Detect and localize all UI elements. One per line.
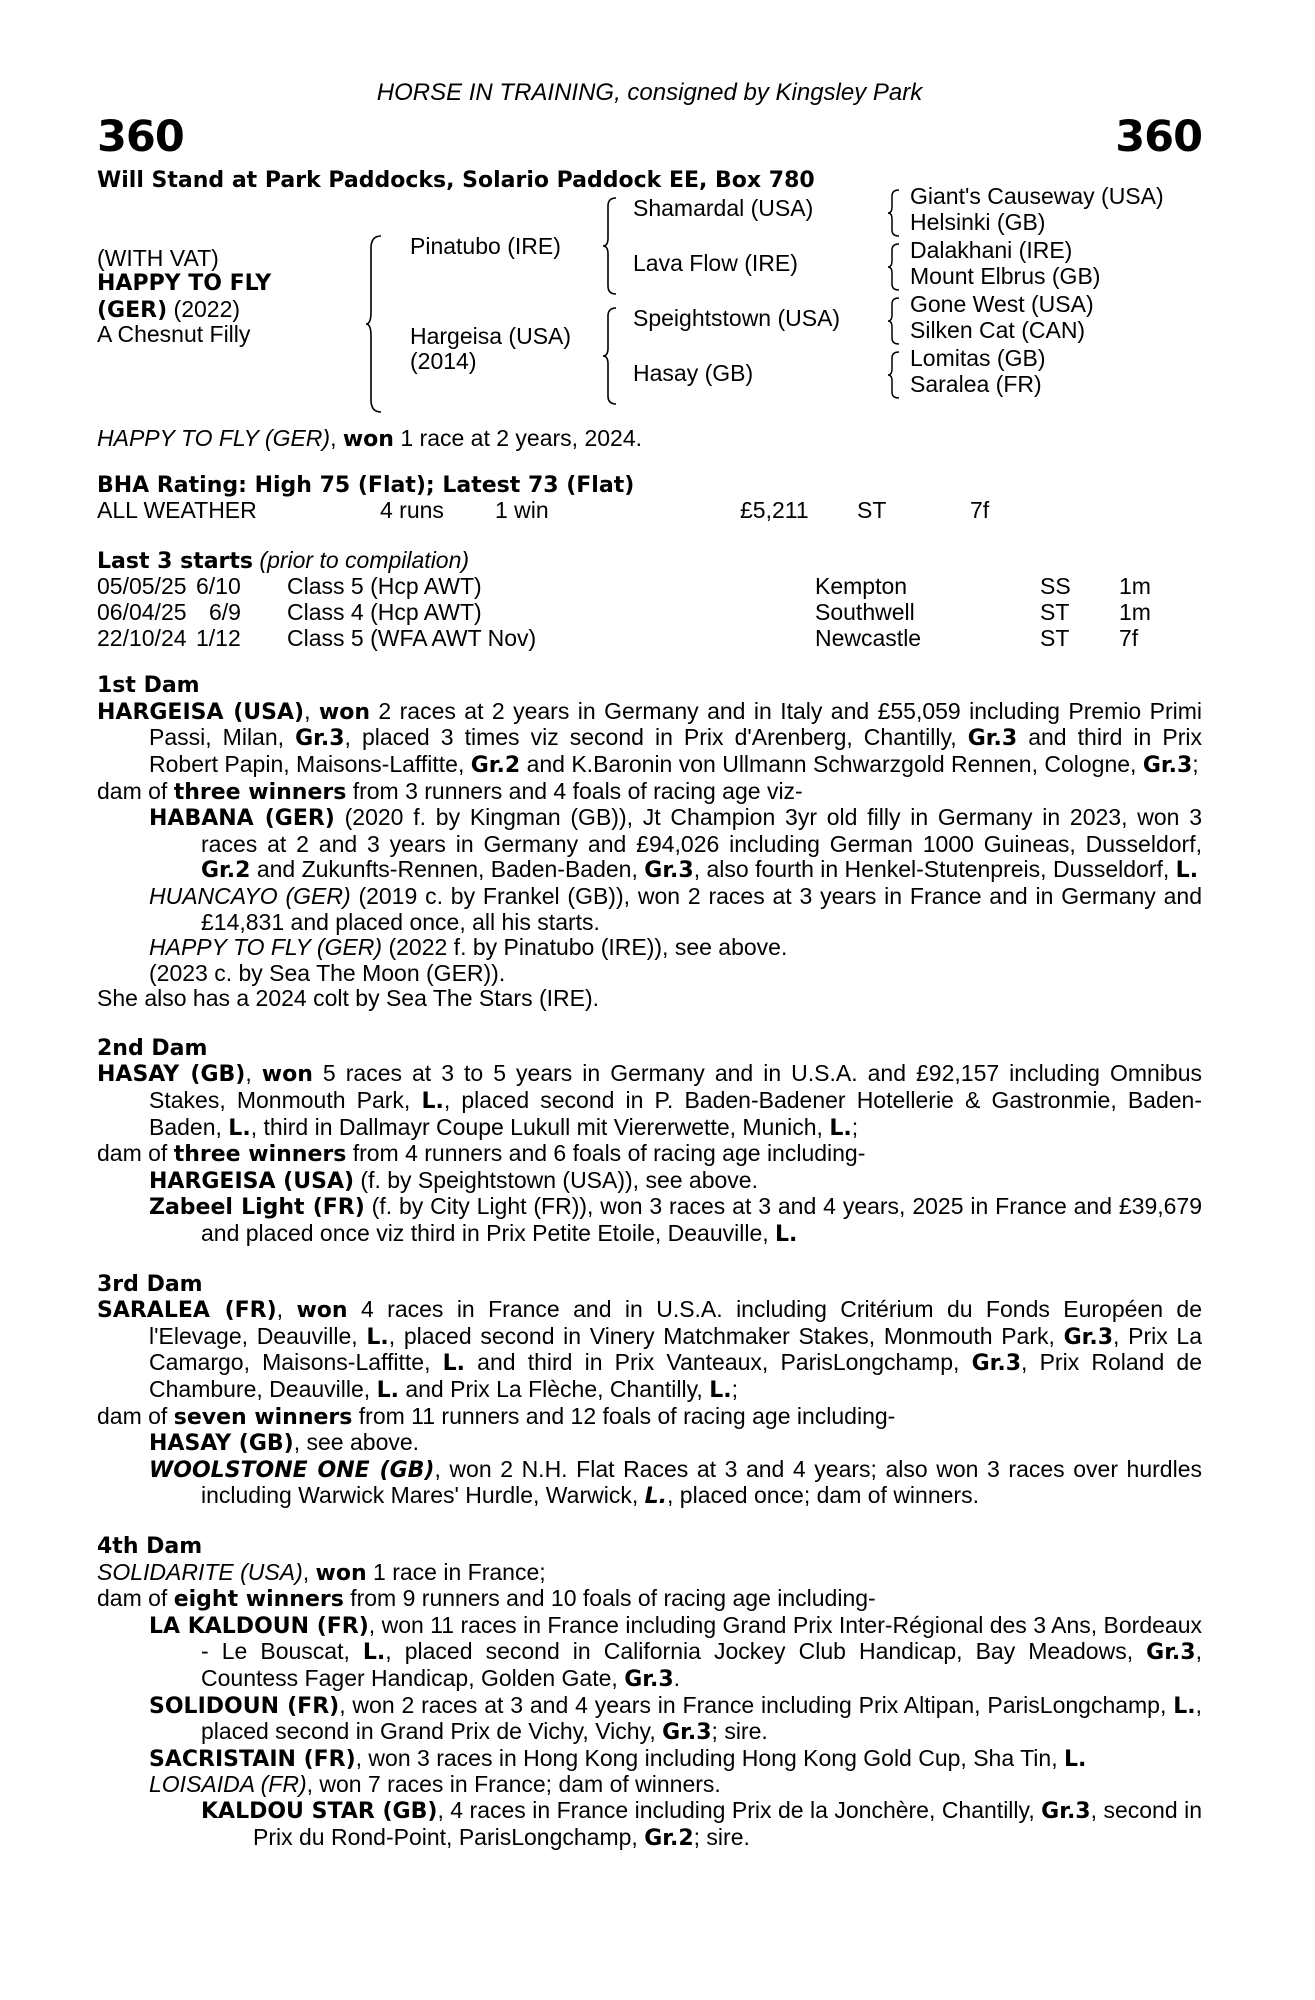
dam-year: (2014) <box>410 348 477 374</box>
text-run: SS <box>1040 573 1071 600</box>
page-header: HORSE IN TRAINING, consigned by Kingsley Park <box>376 79 923 106</box>
sire-sire: Shamardal (USA) <box>633 195 814 221</box>
sire-dam: Lava Flow (IRE) <box>633 250 798 276</box>
produce-happy-to-fly <box>149 935 1202 961</box>
text-run: , won 7 races in France; dam of winners. <box>306 1771 721 1798</box>
start-row <box>97 600 1202 626</box>
text-run: HASAY (GB) <box>97 1062 246 1088</box>
text-run: 6/10 <box>196 573 241 600</box>
text-run: 4 runs <box>380 497 444 524</box>
text-run: , placed second in Vinery Matchmaker Stakes, Monmouth Park, <box>388 1322 1064 1349</box>
text-run: from 9 runners and 10 foals of racing age including- <box>343 1585 876 1612</box>
text-run: from 11 runners and 12 foals of racing age including- <box>352 1402 896 1429</box>
dam-name: Hargeisa (USA) <box>410 323 572 349</box>
lot-number-right: 360 <box>1115 112 1202 162</box>
text-run: 1/12 <box>196 624 241 651</box>
text-run: SARALEA (FR) <box>97 1298 277 1324</box>
text-run: 4 races in France and in U.S.A. including Critérium du Fonds Européen de l'Elevage, Deauville, <box>149 1296 1203 1349</box>
text-run: L. <box>709 1378 732 1403</box>
produce-hargeisa <box>149 1168 1202 1195</box>
text-run: , Prix Roland de Chambure, Deauville, <box>149 1349 1202 1402</box>
produce-la-kaldoun <box>149 1613 1202 1693</box>
text-run: L. <box>421 1089 444 1115</box>
text-run: HABANA (GER) <box>149 806 335 832</box>
text-run: , <box>302 1558 316 1585</box>
text-run: and third in Prix Robert Papin, Maisons-Laffitte, <box>149 724 1202 777</box>
text-run: Last 3 starts <box>97 548 254 574</box>
gg-8: Saralea (FR) <box>910 371 1042 397</box>
text-run: HARGEISA (USA) <box>149 1168 355 1194</box>
third-dam-produce-summary <box>97 1404 1202 1431</box>
text-run: (prior to compilation) <box>259 546 470 573</box>
text-run: , <box>245 1060 262 1087</box>
fourth-dam-record <box>97 1560 1202 1587</box>
gg-7: Lomitas (GB) <box>910 345 1046 371</box>
text-run: won <box>318 699 370 725</box>
brace-g3 <box>887 296 901 346</box>
text-run: won <box>296 1298 348 1324</box>
text-run: ; <box>731 1376 738 1402</box>
text-run: ; sire. <box>711 1718 768 1745</box>
text-run: 7f <box>1119 624 1139 651</box>
text-run: 6/9 <box>209 598 241 625</box>
vat-label: (WITH VAT) <box>97 245 219 271</box>
third-dam-section <box>97 1272 1202 1510</box>
brace-g4 <box>887 350 901 400</box>
text-run: L. <box>376 1378 399 1403</box>
text-run: seven winners <box>173 1404 353 1430</box>
text-run: , won 2 races at 3 and 4 years in France including Prix Altipan, ParisLongchamp, <box>339 1691 1174 1718</box>
text-run: Class 5 (Hcp AWT) <box>287 573 482 600</box>
text-run: dam of <box>97 1140 174 1167</box>
text-run: , 4 races in France including Prix de la Jonchère, Chantilly, <box>437 1796 1042 1823</box>
text-run: SOLIDARITE (USA) <box>97 1558 303 1585</box>
text-run: dam of <box>97 1402 174 1429</box>
text-run: L. <box>1175 858 1199 884</box>
text-run: (2022 f. by Pinatubo (IRE)), see above. <box>382 934 788 961</box>
text-run: Class 4 (Hcp AWT) <box>287 598 482 625</box>
produce-loisaida <box>149 1772 1202 1798</box>
text-run: , placed second in P. Baden-Badener Hotellerie & Gastronmie, Baden-Baden, <box>149 1087 1202 1140</box>
text-run: ALL WEATHER <box>97 497 257 524</box>
text-run: ; sire. <box>693 1823 750 1850</box>
text-run: LOISAIDA (FR) <box>149 1771 307 1798</box>
text-run: Gr.3 <box>971 1351 1022 1377</box>
text-run: Newcastle <box>815 624 922 651</box>
horse-name: HAPPY TO FLY <box>97 271 272 296</box>
text-run: , <box>276 1296 297 1323</box>
brace-main <box>365 234 383 414</box>
text-run: Gr.3 <box>967 726 1018 752</box>
text-run: 1 win <box>495 497 549 524</box>
second-dam-section <box>97 1036 1202 1248</box>
text-run: 7f <box>970 497 990 524</box>
text-run: L. <box>442 1351 466 1377</box>
fourth-dam-produce-summary <box>97 1586 1202 1613</box>
text-run: 1 race at 2 years, 2024. <box>393 425 643 451</box>
text-run: , also fourth in Henkel-Stutenpreis, Dusseldorf, <box>693 856 1176 883</box>
text-run: , Countess Fager Handicap, Golden Gate, <box>201 1638 1202 1691</box>
rating-section <box>97 473 1202 524</box>
horse-year: (2022) <box>173 296 241 322</box>
text-run: 5 races at 3 to 5 years in Germany and in U.S.A. and £92,157 including Omnibus Stakes, Monmouth Park, <box>149 1060 1203 1114</box>
text-run: and K.Baronin von Ullmann Schwarzgold Rennen, Cologne, <box>520 750 1143 777</box>
gg-1: Giant's Causeway (USA) <box>910 183 1164 209</box>
text-run: 06/04/25 <box>97 598 187 625</box>
text-run: Gr.2 <box>644 1825 694 1851</box>
text-run: L. <box>228 1115 251 1141</box>
text-run: , won 2 N.H. Flat Races at 3 and 4 years; also won 3 races over hurdles including Warwick Mares' Hurdle, Warwick, <box>201 1455 1202 1509</box>
text-run: dam of <box>97 777 174 804</box>
text-run: ; <box>851 1113 859 1140</box>
text-run: L. <box>1173 1693 1196 1719</box>
text-run: won <box>315 1560 367 1586</box>
text-run: from 3 runners and 4 foals of racing age viz- <box>346 777 803 804</box>
text-run: L. <box>829 1115 852 1141</box>
text-run: and Zukunfts-Rennen, Baden-Baden, <box>250 856 645 883</box>
text-run: Gr.3 <box>662 1720 712 1746</box>
text-run: 1m <box>1119 573 1151 600</box>
second-dam-produce-summary <box>97 1141 1202 1168</box>
text-run: HAPPY TO FLY (GER) <box>149 934 383 961</box>
last-starts-heading <box>97 548 1202 575</box>
text-run: 2 races at 2 years in Germany and in Italy and £55,059 including Premio Primi Passi, Milan, <box>149 697 1203 751</box>
text-run: , won 3 races in Hong Kong including Hong Kong Gold Cup, Sha Tin, <box>355 1744 1064 1771</box>
text-run: L. <box>362 1640 386 1666</box>
produce-solidoun <box>149 1693 1202 1746</box>
text-run: Gr.3 <box>295 726 345 752</box>
text-run: ST <box>1040 624 1070 651</box>
fourth-dam-section <box>97 1534 1202 1851</box>
text-run: Gr.3 <box>1063 1324 1114 1350</box>
text-run: Southwell <box>815 598 915 625</box>
produce-zabeel-light <box>149 1194 1202 1247</box>
text-run: , placed second in Grand Prix de Vichy, Vichy, <box>201 1691 1202 1745</box>
text-run: eight winners <box>173 1587 344 1613</box>
gg-6: Silken Cat (CAN) <box>910 317 1086 343</box>
text-run: won <box>342 427 394 452</box>
produce-kaldou-star <box>201 1798 1202 1851</box>
text-run: , won 11 races in France including Grand Prix Inter-Régional des 3 Ans, Bordeaux - Le Bouscat, <box>201 1611 1202 1665</box>
text-run: and third in Prix Vanteaux, ParisLongchamp, <box>465 1349 972 1376</box>
text-run: Gr.3 <box>624 1666 674 1692</box>
text-run: ; <box>1192 750 1199 777</box>
text-run: L. <box>644 1484 668 1510</box>
dam-dam: Hasay (GB) <box>633 360 754 386</box>
pedigree-chart <box>97 183 1202 416</box>
text-run: (f. by Speightstown (USA)), see above. <box>354 1166 758 1193</box>
last-starts-section <box>97 548 1202 651</box>
text-run: 1m <box>1119 598 1151 625</box>
text-run: KALDOU STAR (GB) <box>201 1798 438 1824</box>
first-dam-section <box>97 673 1202 1012</box>
brace-g2 <box>887 242 901 292</box>
text-run: HUANCAYO (GER) <box>149 882 351 909</box>
text-run: three winners <box>173 1142 347 1168</box>
gg-2: Helsinki (GB) <box>910 209 1046 235</box>
produce-habana <box>149 805 1202 884</box>
text-run: (2020 f. by Kingman (GB)), Jt Champion 3yr old filly in Germany in 2023, won 3 races at 2 and 3 years in Germany and £94,026 including German 1000 Guineas, Dusseldorf, <box>201 804 1203 857</box>
text-run: Zabeel Light (FR) <box>149 1195 365 1221</box>
text-run: Gr.3 <box>1142 752 1193 778</box>
produce-hasay <box>149 1430 1202 1457</box>
text-run: Class 5 (WFA AWT Nov) <box>287 624 537 651</box>
text-run: (f. by City Light (FR)), won 3 races at 3 and 4 years, 2025 in France and £39,679 and placed once viz third in Prix Petite Etoile, Deauville, <box>201 1193 1202 1247</box>
text-run: , second in Prix du Rond-Point, ParisLongchamp, <box>253 1796 1202 1850</box>
produce-huancayo <box>149 884 1202 935</box>
text-run: SACRISTAIN (FR) <box>149 1746 356 1772</box>
text-run: , <box>304 697 319 724</box>
dam-sire: Speightstown (USA) <box>633 305 841 331</box>
first-dam-record <box>97 699 1202 779</box>
sire-name: Pinatubo (IRE) <box>410 233 561 259</box>
text-run: £5,211 <box>740 497 809 524</box>
text-run: , placed second in California Jockey Club Handicap, Bay Meadows, <box>385 1638 1147 1665</box>
rating-row <box>97 498 1202 524</box>
second-dam-title: 2nd Dam <box>97 1035 208 1061</box>
start-row <box>97 574 1202 600</box>
third-dam-title: 3rd Dam <box>97 1271 203 1297</box>
fourth-dam-title: 4th Dam <box>97 1533 203 1559</box>
first-dam-produce-summary <box>97 779 1202 806</box>
text-run: SOLIDOUN (FR) <box>149 1693 340 1719</box>
horse-summary: HAPPY TO FLY (GER), won 1 race at 2 years, 2024. <box>97 425 643 452</box>
produce-2023-colt: (2023 c. by Sea The Moon (GER)). <box>149 959 506 986</box>
text-run: Gr.3 <box>644 858 694 884</box>
text-run: HARGEISA (USA) <box>97 699 305 725</box>
text-run: dam of <box>97 1585 174 1612</box>
gg-5: Gone West (USA) <box>910 291 1094 317</box>
horse-country: (GER) <box>97 298 168 323</box>
text-run: three winners <box>173 779 347 805</box>
text-run: Gr.2 <box>201 858 251 884</box>
text-run: HASAY (GB) <box>149 1431 294 1457</box>
text-run: Gr.2 <box>470 752 521 778</box>
text-run: , third in Dallmayr Coupe Lukull mit Viererwette, Munich, <box>250 1113 830 1140</box>
text-run: Kempton <box>815 573 908 600</box>
brace-sire <box>602 196 618 296</box>
text-run: ST <box>857 497 887 524</box>
second-dam-record <box>97 1061 1202 1141</box>
text-run: from 4 runners and 6 foals of racing age including- <box>346 1140 866 1167</box>
rating-title: BHA Rating: High 75 (Flat); Latest 73 (Flat) <box>97 472 635 498</box>
text-run: ST <box>1040 598 1070 625</box>
text-run: WOOLSTONE ONE (GB) <box>149 1457 435 1483</box>
text-run: LA KALDOUN (FR) <box>149 1613 369 1639</box>
text-run: won <box>261 1062 313 1088</box>
gg-3: Dalakhani (IRE) <box>910 237 1073 263</box>
produce-woolstone-one <box>149 1457 1202 1510</box>
brace-dam <box>602 306 618 406</box>
text-run: (2019 c. by Frankel (GB)), won 2 races at 3 years in France and in Germany and £14,831 and placed once, all his starts. <box>201 882 1202 935</box>
text-run: , see above. <box>293 1429 420 1456</box>
text-run: 05/05/25 <box>97 573 187 600</box>
text-run: 1 race in France; <box>366 1558 546 1585</box>
gg-4: Mount Elbrus (GB) <box>910 263 1101 289</box>
stand-location: Will Stand at Park Paddocks, Solario Paddock EE, Box 780 <box>97 168 815 193</box>
text-run: HAPPY TO FLY (GER) <box>97 425 331 451</box>
lot-number-row <box>97 108 1202 166</box>
first-dam-title: 1st Dam <box>97 673 200 699</box>
text-run: and Prix La Flèche, Chantilly, <box>398 1376 710 1402</box>
produce-2024-colt: She also has a 2024 colt by Sea The Stars (IRE). <box>97 985 600 1012</box>
text-run: L. <box>1063 1746 1087 1772</box>
text-run: . <box>673 1664 681 1691</box>
start-row <box>97 626 1202 652</box>
text-run: L. <box>366 1324 389 1350</box>
text-run: 22/10/24 <box>97 624 187 651</box>
horse-description: A Chesnut Filly <box>97 321 251 347</box>
text-run: L. <box>775 1222 798 1248</box>
text-run: , Prix La Camargo, Maisons-Laffitte, <box>149 1322 1202 1376</box>
text-run: Gr.3 <box>1041 1798 1091 1824</box>
text-run: , placed once; dam of winners. <box>667 1482 979 1509</box>
catalogue-page <box>97 78 1202 1851</box>
third-dam-record <box>97 1297 1202 1403</box>
text-run: , placed 3 times viz second in Prix d'Arenberg, Chantilly, <box>344 724 968 751</box>
lot-number-left: 360 <box>97 112 184 162</box>
produce-sacristain <box>149 1746 1202 1773</box>
brace-g1 <box>887 188 901 238</box>
text-run: Gr.3 <box>1146 1640 1196 1666</box>
horse-origin-year <box>97 297 240 324</box>
